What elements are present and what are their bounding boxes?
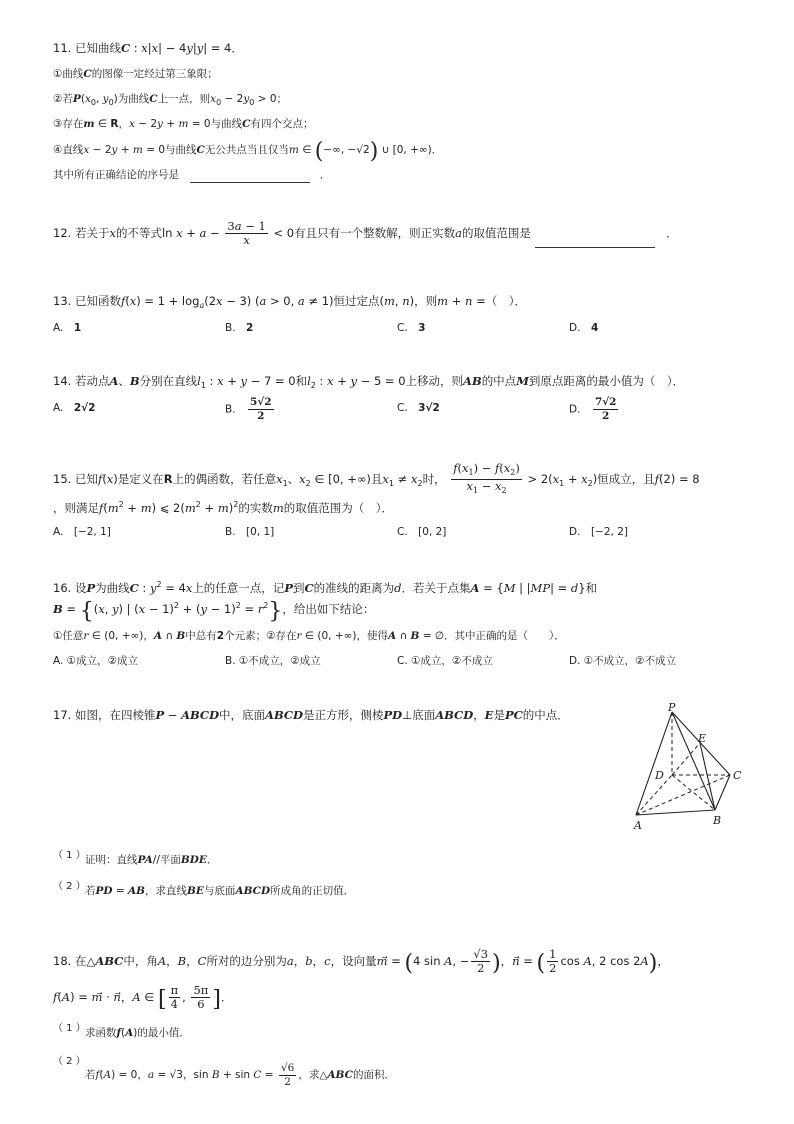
q11-statement-3: ③存在m ∈ R，x − 2y + m = 0与曲线C有四个交点；	[53, 118, 314, 130]
q13-option-c[interactable]: C. 3	[397, 322, 426, 334]
q15-option-a[interactable]: A. [−2, 1]	[53, 526, 111, 538]
q11-statement-1: ①曲线C的图像一定经过第三象限；	[53, 68, 218, 80]
q17-part2: 若PD = AB，求直线BE与底面ABCD所成角的正切值．	[85, 885, 355, 897]
q16-line-2: B = {(x, y) | $(x - 1)^2 + (y - 1)^2 = r^2$}，给出如下结论：	[53, 599, 375, 624]
q18-stem: 18. 在△ABC中，角A，B，C所对的边分别为a，b，c，设向量m⃗ = (4 sin A, − $\frac{√3}{2}$ )，n⃗ = ( $\frac{1}{2}$ cos A, 2 cos 2A)，	[53, 947, 669, 976]
label-b: B	[713, 814, 722, 827]
q16-option-c[interactable]: C. ①成立，②不成立	[397, 655, 493, 667]
edge-de	[672, 743, 700, 775]
answer-blank[interactable]	[190, 170, 310, 183]
q17-part1-number: （ 1 ）	[53, 850, 86, 861]
edge-ad	[636, 775, 672, 815]
q11-statement-2: ②若$P(x_0$, $y_0$)为曲线C上一点，则$x_0 - 2y_0 > 0$；	[53, 93, 287, 107]
edge-be	[700, 743, 715, 810]
q18-line-2: f(A) = m⃗ · n⃗，A ∈ [ $\frac{\pi}{4}$ , $\frac{5\pi}{6}$ ]．	[53, 983, 233, 1012]
q16-option-d[interactable]: D. ①不成立，②不成立	[569, 655, 677, 667]
q16-option-b[interactable]: B. ①不成立，②成立	[225, 655, 321, 667]
q11-statement-4: ④直线x − 2y + m = 0与曲线C无公共点当且仅当m ∈ (−∞, −√2) ∪ [0, +∞)．	[53, 139, 443, 164]
q17-stem: 17. 如图，在四棱锥P − ABCD中，底面ABCD是正方形，侧棱PD⊥底面ABCD，E是PC的中点．	[53, 708, 569, 722]
q11-ask: 其中所有正确结论的序号是 ．	[53, 169, 331, 181]
q13-stem: 13. 已知函数$f(x) = 1 + \log_a(2x - 3) (a > 0$, a ≠ 1)恒过定点(m, n)，则m + n =（ ）．	[53, 294, 526, 310]
edge-bc	[715, 775, 730, 810]
q15-line-2: ，则满足$f(m^2 + m)$ ⩽ $2(m^2 + m)^2$的实数m的取值范围为（ ）．	[53, 500, 393, 515]
q14-option-a[interactable]: A. 2√2	[53, 402, 96, 414]
q14-option-d[interactable]: D. $\frac{7√2}{2}$	[569, 396, 617, 422]
q16-stem: 16. 设P为曲线C : $y^2 = 4x$上的任意一点，记P到C的准线的距离为d．若关于点集A = {M | |MP| = d}和	[53, 580, 598, 595]
label-d: D	[655, 769, 664, 782]
edge-pa	[636, 712, 672, 815]
q15-option-c[interactable]: C. [0, 2]	[397, 526, 447, 538]
q17-part2-number: （ 2 ）	[53, 881, 86, 892]
q15-option-d[interactable]: D. [−2, 2]	[569, 526, 628, 538]
label-e: E	[698, 732, 707, 745]
q11-stem: 11. 已知曲线C : x|x| − 4y|y| = 4．	[53, 41, 243, 55]
answer-blank[interactable]	[535, 235, 655, 248]
q14-stem: 14. 若动点A、B分别在直线$l_1$ : x + y − 7 = 0和$l_2$ : x + y − 5 = 0上移动，则AB的中点M到原点距离的最小值为（ ）．	[53, 374, 685, 390]
label-a: A	[634, 819, 642, 832]
q14-option-c[interactable]: C. 3√2	[397, 402, 440, 414]
q18-part2-number: （ 2 ）	[53, 1056, 86, 1067]
edge-ab	[636, 810, 715, 815]
q15-stem: 15. 已知f(x)是定义在R上的偶函数，若任意$x_1$、$x_2$ ∈ [0, +∞)且$x_1 \ne x_2$时， $\frac{f(x_1) - f(x_2)}{x_1 - x_2}$ > $2(x_1 + x_2)$恒成立，且f(2) = 8	[53, 461, 700, 495]
q18-part2: 若f(A) = 0，a = √3，sin B + sin C = $\frac{√6}{2}$ ，求△ABC的面积．	[85, 1061, 395, 1088]
q16-option-a[interactable]: A. ①成立，②成立	[53, 655, 138, 667]
q13-option-a[interactable]: A. 1	[53, 322, 82, 334]
q18-part1-number: （ 1 ）	[53, 1023, 86, 1034]
q14-option-b[interactable]: B. $\frac{5√2}{2}$	[225, 396, 272, 422]
q13-option-b[interactable]: B. 2	[225, 322, 254, 334]
label-c: C	[733, 769, 742, 782]
pyramid-figure	[620, 700, 750, 835]
q15-option-b[interactable]: B. [0, 1]	[225, 526, 275, 538]
label-p: P	[668, 701, 676, 714]
q12-stem: 12. 若关于x的不等式ln x + a − $\frac{3a - 1}{x}$ < 0有且只有一个整数解，则正实数a的取值范围是 ．	[53, 219, 678, 247]
edge-pb	[672, 712, 715, 810]
q13-option-d[interactable]: D. 4	[569, 322, 599, 334]
q18-part1: 求函数f(A)的最小值．	[85, 1027, 190, 1039]
q16-statements: ①任意r ∈ (0, +∞)，A ∩ B中总有2个元素；②存在r ∈ (0, +∞)，使得A ∩ B = ∅．其中正确的是（ ）．	[53, 630, 565, 642]
q17-part1: 证明：直线PA//平面BDE．	[85, 854, 218, 866]
